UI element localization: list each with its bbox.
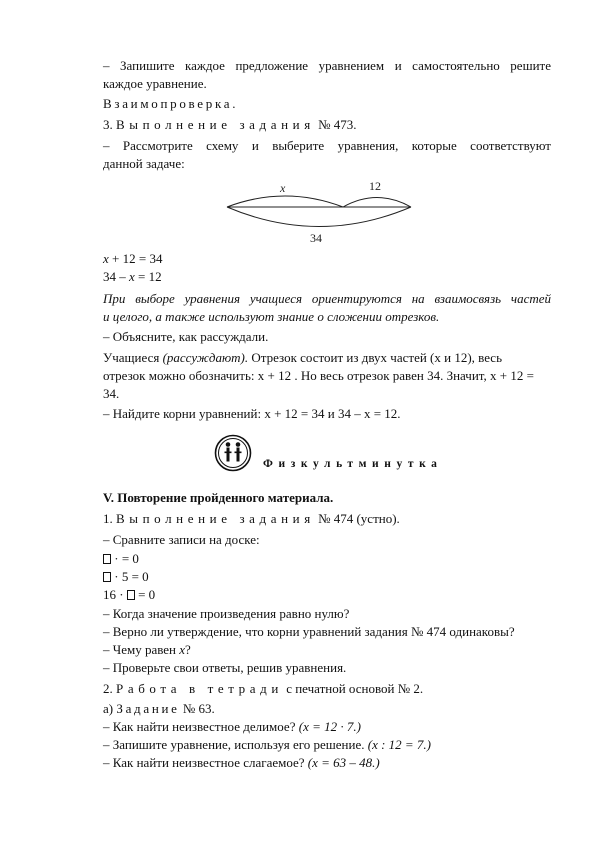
task-number: 3.	[103, 117, 113, 132]
instruction-line-1: – Запишите каждое предложение уравнением и самостоятельно решите	[103, 58, 551, 73]
two-figures-icon	[214, 434, 252, 472]
diagram-instruction-cont: данной задаче:	[103, 156, 185, 171]
label-x: x	[280, 181, 286, 195]
hint-1: – Как найти неизвестное делимое? (x = 12 · 7.)	[103, 719, 361, 734]
hint-3: – Как найти неизвестное слагаемое? (x = 63 – 48.)	[103, 755, 380, 770]
board-record-1: · = 0	[103, 550, 551, 568]
equation-1: x + 12 = 34	[103, 251, 163, 266]
segment-diagram	[225, 180, 425, 245]
diagram-instruction: – Рассмотрите схему и выберите уравнения, которые соответствуют	[103, 138, 551, 153]
label-34: 34	[310, 231, 322, 245]
find-roots-question: – Найдите корни уравнений: x + 12 = 34 и 34 – x = 12.	[103, 406, 401, 421]
task-63-heading: а) Задание № 63.	[103, 701, 215, 716]
workbook-task-heading: 2. Работа в тетради с печатной основой № 2.	[103, 681, 424, 696]
question-1: – Когда значение произведения равно нулю?	[103, 606, 350, 621]
section-5-heading: V. Повторение пройденного материала.	[103, 490, 334, 505]
equation-2: 34 – x = 12	[103, 269, 162, 284]
peer-check-heading: Взаимопроверка.	[103, 96, 239, 111]
arc-x	[227, 196, 343, 207]
task-473-heading	[103, 116, 551, 134]
pupils-label: Учащиеся	[103, 350, 160, 365]
teacher-note-line-1: При выборе уравнения учащиеся ориентируются на взаимосвязь частей	[103, 291, 551, 306]
task-474-heading: 1. Выполнение задания № 474 (устно).	[103, 511, 400, 526]
arc-12	[343, 198, 411, 208]
question-4: – Проверьте свои ответы, решив уравнения.	[103, 660, 347, 675]
explain-question: – Объясните, как рассуждали.	[103, 329, 269, 344]
pupils-answer-line-1: Учащиеся (рассуждают). Отрезок состоит из двух частей (x и 12), весь	[103, 350, 503, 365]
pupils-answer-line-2: отрезок можно обозначить: x + 12 . Но весь отрезок равен 34. Значит, x + 12 =	[103, 368, 534, 383]
blank-box	[127, 590, 135, 600]
label-12: 12	[369, 180, 381, 193]
teacher-note-line-2: и целого, а также используют знание о сложении отрезков.	[103, 309, 440, 324]
blank-box	[103, 554, 111, 564]
question-2: – Верно ли утверждение, что корни уравнений задания № 474 одинаковы?	[103, 624, 515, 639]
arc-34	[227, 207, 411, 227]
physical-break-heading: Физкультминутка	[263, 458, 443, 470]
hint-2: – Запишите уравнение, используя его решение. (x : 12 = 7.)	[103, 737, 432, 752]
board-record-3: 16 · = 0	[103, 587, 156, 602]
instruction-line-1-cont: каждое уравнение.	[103, 76, 207, 91]
question-3: – Чему равен x?	[103, 642, 191, 657]
task-label: Выполнение задания	[116, 117, 315, 132]
task-ref: № 473.	[318, 117, 357, 132]
pupils-answer-line-3: 34.	[103, 386, 120, 401]
board-record-2: · 5 = 0	[103, 568, 551, 586]
blank-box	[103, 572, 111, 582]
compare-instruction: – Сравните записи на доске:	[103, 532, 260, 547]
